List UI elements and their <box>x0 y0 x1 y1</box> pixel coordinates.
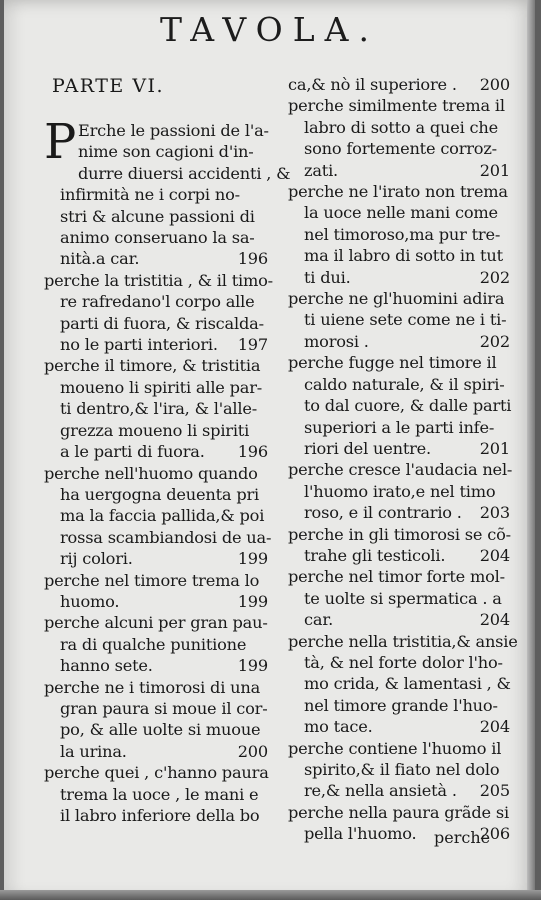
entry-line: perche nel timor forte mol- <box>288 567 505 587</box>
index-entry <box>44 612 268 676</box>
entry-line: po, & alle uolte si muoue <box>60 720 261 740</box>
right-column <box>288 74 518 845</box>
book-page <box>4 0 535 900</box>
index-entry <box>288 738 510 802</box>
entry-text: rij colori. <box>60 549 133 569</box>
index-entry <box>288 566 510 630</box>
entry-line: animo conseruano la sa- <box>60 228 255 248</box>
page-reference: 200 <box>479 75 510 94</box>
index-entry <box>288 74 510 95</box>
index-entry <box>288 352 510 459</box>
entry-line: perche nel timore trema lo <box>44 570 260 590</box>
page-reference: 197 <box>237 335 268 355</box>
entry-text: mo tace. <box>304 717 373 737</box>
entry-line <box>288 716 510 737</box>
entry-line: la uoce nelle mani come <box>304 203 498 223</box>
entry-line: perche ne l'irato non trema <box>288 182 508 202</box>
entry-text: hanno sete. <box>60 656 153 676</box>
entry-line: stri & alcune passioni di <box>60 206 255 226</box>
page-reference: 204 <box>479 610 510 630</box>
entry-line <box>44 591 268 612</box>
page-reference: 204 <box>479 717 510 737</box>
entry-line: perche nella tristitia,& ansie <box>288 631 518 651</box>
entry-line: il labro inferiore della bo <box>60 806 260 825</box>
entry-line: perche alcuni per gran pau- <box>44 613 268 633</box>
entry-line: trema la uoce , le mani e <box>60 784 259 804</box>
entry-text: ca,& nò il superiore . <box>288 75 457 94</box>
index-entry <box>44 677 268 763</box>
entry-line <box>44 248 268 269</box>
entry-text: huomo. <box>60 591 120 611</box>
running-head: TAVOLA. <box>160 10 379 49</box>
entry-text: morosi . <box>304 331 369 351</box>
entry-line: perche ne gl'huomini adira <box>288 289 505 309</box>
index-entry <box>44 114 291 270</box>
entry-line <box>288 160 510 181</box>
entry-line <box>44 548 268 569</box>
entry-line <box>44 741 268 762</box>
entry-text: la urina. <box>60 741 127 761</box>
page-reference: 202 <box>479 267 510 287</box>
entry-line: mo crida, & lamentasi , & <box>304 674 511 694</box>
left-column <box>44 74 291 826</box>
entry-line: perche nell'huomo quando <box>44 463 258 483</box>
entry-text: a le parti di fuora. <box>60 442 205 462</box>
page-edge-bottom <box>0 890 541 900</box>
entry-text: car. <box>304 610 334 630</box>
entry-line: labro di sotto a quei che <box>304 117 499 137</box>
entry-line: to dal cuore, & dalle parti <box>304 396 512 416</box>
page-reference: 201 <box>479 160 510 180</box>
index-entry <box>288 524 510 567</box>
entry-line: perche in gli timorosi se cõ- <box>288 524 511 544</box>
entry-line: moueno li spiriti alle par- <box>60 377 263 397</box>
entry-line <box>288 267 510 288</box>
entry-line <box>288 780 510 801</box>
page-reference: 199 <box>237 591 268 611</box>
entry-line: grezza moueno li spiriti <box>60 420 250 440</box>
entry-line: ra di qualche punitione <box>60 634 247 654</box>
index-entry <box>288 459 513 523</box>
entry-text: nità.a car. <box>60 249 140 269</box>
entry-text: pella l'huomo. <box>304 824 417 844</box>
entry-line <box>44 655 268 676</box>
entry-line: nime son cagioni d'in- <box>78 142 254 162</box>
index-entry <box>44 570 268 613</box>
page-reference: 203 <box>479 503 510 523</box>
entry-line: perche il timore, & tristitia <box>44 356 261 376</box>
entry-line <box>288 545 510 566</box>
page-reference: 200 <box>237 741 268 761</box>
entry-line: perche nella paura grãde si <box>288 802 509 822</box>
entry-line <box>288 438 510 459</box>
entry-line: caldo naturale, & il spiri- <box>304 374 505 394</box>
entry-line: perche quei , c'hanno paura <box>44 763 269 783</box>
index-entry <box>288 181 510 288</box>
entry-line: ti dentro,& l'ira, & l'alle- <box>60 399 258 419</box>
entry-line: rossa scambiandosi de ua- <box>60 527 272 547</box>
entry-line: perche la tristitia , & il timo- <box>44 270 273 290</box>
entry-line: perche similmente trema il <box>288 96 505 116</box>
entry-line: nel timoroso,ma pur tre- <box>304 224 501 244</box>
page-reference: 204 <box>479 545 510 565</box>
entry-line: ma il labro di sotto in tut <box>304 246 503 266</box>
entry-line: superiori a le parti infe- <box>304 417 495 437</box>
entry-line: ha uergogna deuenta pri <box>60 484 260 504</box>
index-entry <box>288 631 518 738</box>
entry-line: ma la faccia pallida,& poi <box>60 506 265 526</box>
entry-text: zati. <box>304 160 339 180</box>
page-reference: 196 <box>237 249 268 269</box>
drop-cap: P <box>44 114 77 170</box>
page-reference: 202 <box>479 331 510 351</box>
entry-text: re,& nella ansietà . <box>304 781 457 801</box>
entry-line: infirmità ne i corpi no- <box>60 185 240 205</box>
index-entry <box>288 288 510 352</box>
entry-line: perche contiene l'huomo il <box>288 738 502 758</box>
entry-text: riori del uentre. <box>304 438 431 458</box>
entry-line: durre diuersi accidenti , & <box>78 163 291 183</box>
entry-text: no le parti interiori. <box>60 335 218 355</box>
entry-line: tà, & nel forte dolor l'ho- <box>304 652 503 672</box>
entry-line <box>288 74 510 95</box>
entry-line: Erche le passioni de l'a- <box>78 121 269 140</box>
entry-line <box>44 441 268 462</box>
entry-line: perche fugge nel timore il <box>288 353 497 373</box>
index-entry <box>44 270 273 356</box>
page-edge-right <box>527 0 535 900</box>
entry-line <box>288 502 510 523</box>
entry-line: spirito,& il fiato nel dolo <box>304 760 500 779</box>
entry-line: te uolte si spermatica . a <box>304 588 502 608</box>
entry-line: perche ne i timorosi di una <box>44 677 261 697</box>
entry-line: sono fortemente corroz- <box>304 139 497 159</box>
part-title: PARTE VI. <box>52 75 165 97</box>
index-entry <box>44 355 268 462</box>
entry-line <box>288 609 510 630</box>
entry-line: parti di fuora, & riscalda- <box>60 313 264 333</box>
entry-line: perche cresce l'audacia nel- <box>288 460 513 480</box>
entry-line <box>288 331 510 352</box>
page-reference: 196 <box>237 442 268 462</box>
page-reference: 205 <box>479 781 510 801</box>
entry-line: nel timore grande l'huo- <box>304 695 498 715</box>
entry-line <box>44 334 268 355</box>
entry-line: l'huomo irato,e nel timo <box>304 481 496 501</box>
page-reference: 199 <box>237 656 268 676</box>
catchword: perche <box>434 828 491 847</box>
entry-line: gran paura si moue il cor- <box>60 698 268 718</box>
index-entry <box>44 762 268 826</box>
entry-line: ti uiene sete come ne i ti- <box>304 310 507 330</box>
entry-text: ti dui. <box>304 267 351 287</box>
entry-text: roso, e il contrario . <box>304 503 462 523</box>
entry-line: re rafredano'l corpo alle <box>60 292 255 312</box>
page-reference: 199 <box>237 549 268 569</box>
page-reference: 201 <box>479 438 510 458</box>
index-entry <box>44 463 272 570</box>
entry-text: trahe gli testicoli. <box>304 545 446 565</box>
page-reference: 206 <box>479 824 510 844</box>
index-entry <box>288 95 510 181</box>
